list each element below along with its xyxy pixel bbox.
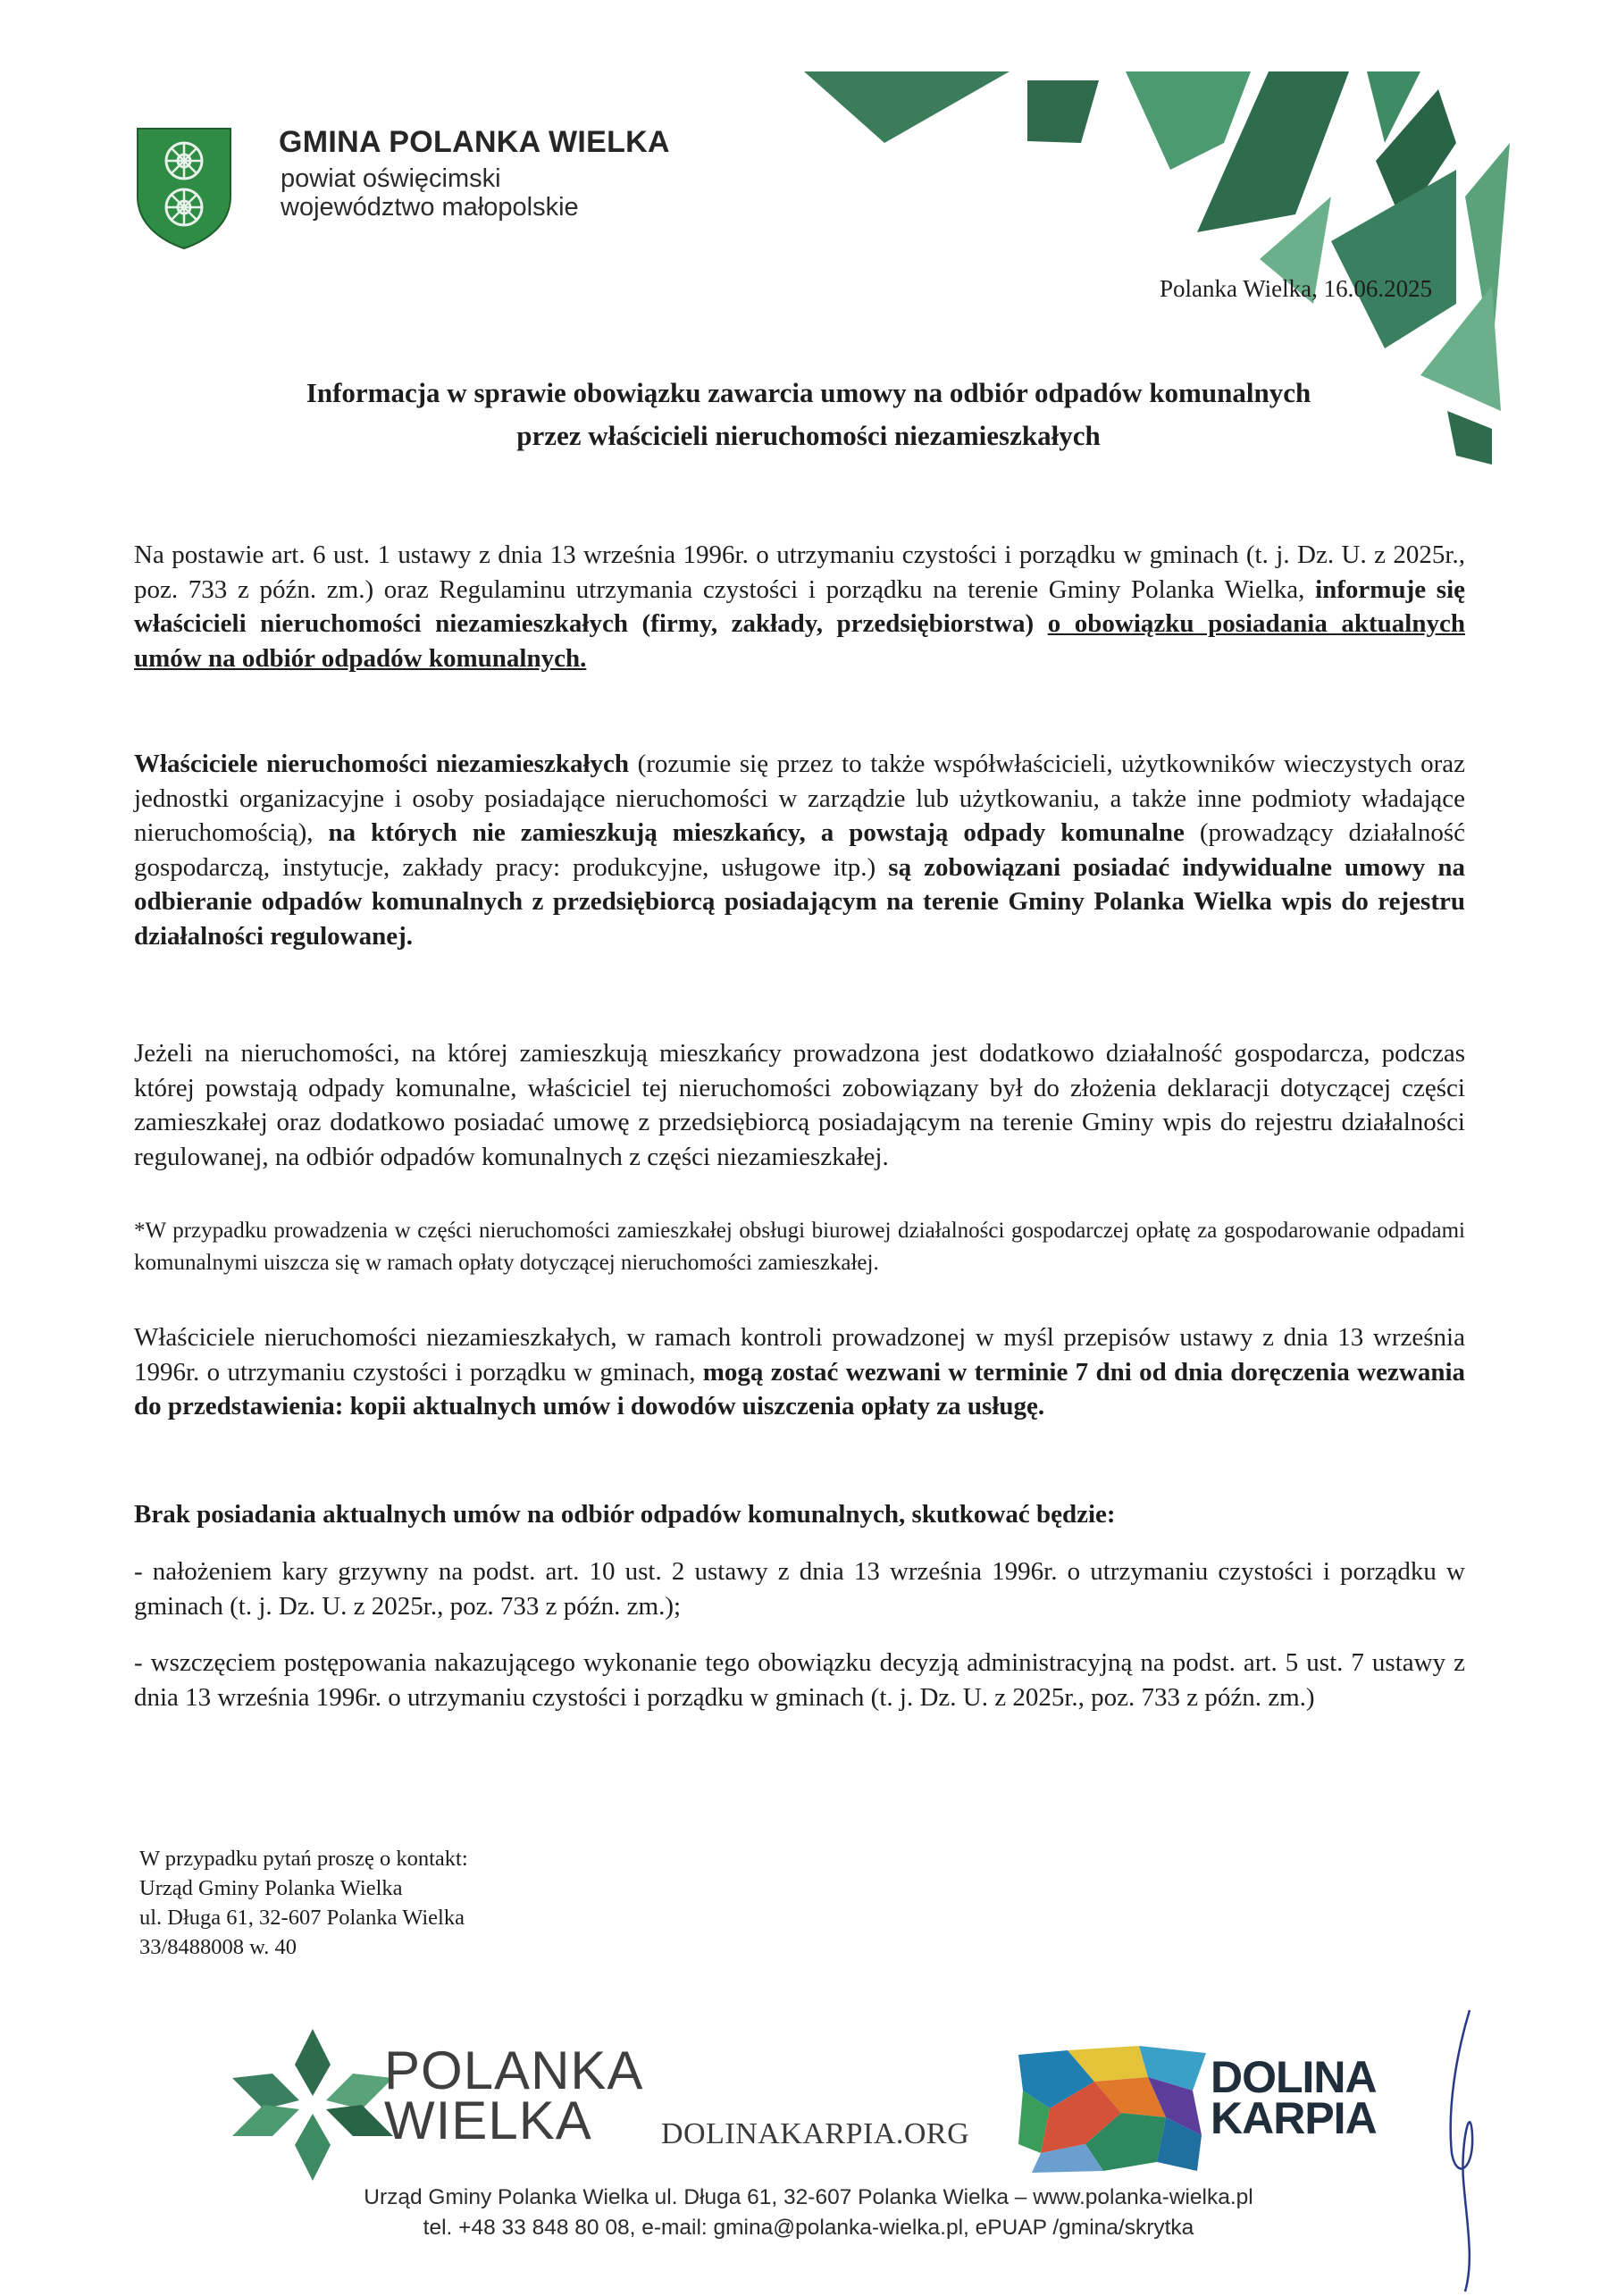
p2-normal-1: (rozumie się przez to także współwłaścicieli, użytkowników wieczystych oraz jednostki organizacyjne i osoby posiadające nieruchomości w zarządzie lub użytkowaniu, a także inne podmioty władające nieruchomością), [134, 750, 1465, 847]
org-name: GMINA POLANKA WIELKA [279, 125, 670, 159]
paragraph-3-note [134, 1215, 1465, 1279]
p2-bold-1: Właściciele nieruchomości niezamieszkałych [134, 750, 629, 778]
paragraph-4 [134, 1320, 1465, 1424]
contact-line-2: Urząd Gminy Polanka Wielka [139, 1876, 403, 1900]
p2-normal-2: (prowadzący działalność gospodarczą, instytucje, zakłady pracy: produkcyjne, usługowe itp.) [134, 818, 1465, 882]
date-line: Polanka Wielka, 16.06.2025 [1160, 275, 1433, 302]
paragraph-1 [134, 538, 1465, 675]
paragraph-2 [134, 747, 1465, 953]
p1-underlined: o obowiązku posiadania aktualnych umów na odbiór odpadów komunalnych. [134, 609, 1465, 673]
p4-bold: mogą zostać wezwani w terminie 7 dni od dnia doręczenia wezwania do przedstawienia: kopii aktualnych umów i dowodów uiszczenia opłaty za usługę. [134, 1357, 1466, 1420]
p1-normal: Na postawie art. 6 ust. 1 ustawy z dnia 13 września 1996r. o utrzymaniu czystości i porządku w gminach (t. j. Dz. U. z 2025r., poz. 733 z późn. zm.) oraz Regulaminu utrzymania czystości i porządku na terenie Gminy Polanka Wielka, [134, 540, 1465, 604]
paragraph-7 [134, 1646, 1465, 1714]
p7-text: - wszczęciem postępowania nakazującego wykonanie tego obowiązku decyzją administracyjną na podst. art. 5 ust. 7 ustawy z dnia 13 września 1996r. o utrzymaniu czystości i porządku w gminach (t. j. Dz. U. z 2025r., poz. 733 z późn. zm.) [134, 1648, 1465, 1712]
paragraph-3 [134, 1036, 1465, 1174]
province: województwo małopolskie [281, 193, 579, 222]
p5-text: Brak posiadania aktualnych umów na odbiór odpadów komunalnych, skutkować będzie: [134, 1500, 1116, 1529]
footer-line-2: tel. +48 33 848 80 08, e-mail: gmina@polanka-wielka.pl, ePUAP /gmina/skrytka [423, 2216, 1194, 2240]
paragraph-5 [134, 1497, 1465, 1532]
dolina-karpia-logo [1014, 2046, 1215, 2175]
footer-line-1: Urząd Gminy Polanka Wielka ul. Długa 61, 32-607 Polanka Wielka – www.polanka-wielka.pl [364, 2185, 1253, 2209]
dolina-line-2: KARPIA [1211, 2093, 1377, 2143]
county: powiat oświęcimski [281, 164, 501, 193]
p3-note-text: *W przypadku prowadzenia w części nieruchomości zamieszkałej obsługi biurowej działalności gospodarczej opłatę za gospodarowanie odpadami komunalnymi uiszcza się w ramach opłaty dotyczącej nieruchomości zamieszkałej. [134, 1219, 1465, 1275]
polanka-line-1: POLANKA [384, 2040, 644, 2100]
crest-logo [134, 125, 234, 250]
contact-line-1: W przypadku pytań proszę o kontakt: [139, 1847, 468, 1871]
handwritten-signature [1420, 2001, 1492, 2296]
p6-text: - nałożeniem kary grzywny na podst. art. 10 ust. 2 ustawy z dnia 13 września 1996r. o utrzymaniu czystości i porządku w gminach (t. j. Dz. U. z 2025r., poz. 733 z późn. zm.); [134, 1557, 1465, 1621]
polanka-line-2: WIELKA [384, 2091, 592, 2150]
title-line-1: Informacja w sprawie obowiązku zawarcia umowy na odbiór odpadów komunalnych [306, 377, 1311, 408]
p4-normal: Właściciele nieruchomości niezamieszkałych, w ramach kontroli prowadzonej w myśl przepisów ustawy z dnia 13 września 1996r. o utrzymaniu czystości i porządku w gminach, [134, 1323, 1465, 1387]
dolina-wordmark [1211, 2052, 1377, 2143]
contact-line-3: ul. Długa 61, 32-607 Polanka Wielka [139, 1906, 465, 1930]
p2-bold-3: są zobowiązani posiadać indywidualne umowy na odbieranie odpadów komunalnych z przedsiębiorcą posiadającym na terenie Gminy Polanka Wielka wpis do rejestru działalności regulowanej. [134, 852, 1465, 951]
title-line-2: przez właścicieli nieruchomości niezamieszkałych [516, 420, 1101, 451]
p1-bold: informuje się właścicieli nieruchomości niezamieszkałych (firmy, zakłady, przedsiębiorstwa) [134, 574, 1465, 638]
polanka-star-logo [223, 2024, 402, 2185]
paragraph-6 [134, 1554, 1465, 1623]
document-title [125, 372, 1492, 457]
polanka-wordmark [384, 2040, 644, 2150]
dolina-url: DOLINAKARPIA.ORG [661, 2117, 970, 2150]
dolina-line-1: DOLINA [1211, 2052, 1377, 2102]
p2-bold-2: na których nie zamieszkują mieszkańcy, a powstają odpady komunalne [328, 818, 1185, 847]
contact-block [139, 1844, 468, 1962]
p3-text: Jeżeli na nieruchomości, na której zamieszkują mieszkańcy prowadzona jest dodatkowo działalność gospodarcza, podczas której powstają odpady komunalne, właściciel tej nieruchomości zobowiązany był do złożenia deklaracji dotyczącej części zamieszkałej oraz dodatkowo posiadać umowę z przedsiębiorcą posiadającym na terenie Gminy wpis do rejestru działalności regulowanej, na odbiór odpadów komunalnych z części niezamieszkałej. [134, 1039, 1465, 1171]
contact-line-4: 33/8488008 w. 40 [139, 1935, 297, 1959]
